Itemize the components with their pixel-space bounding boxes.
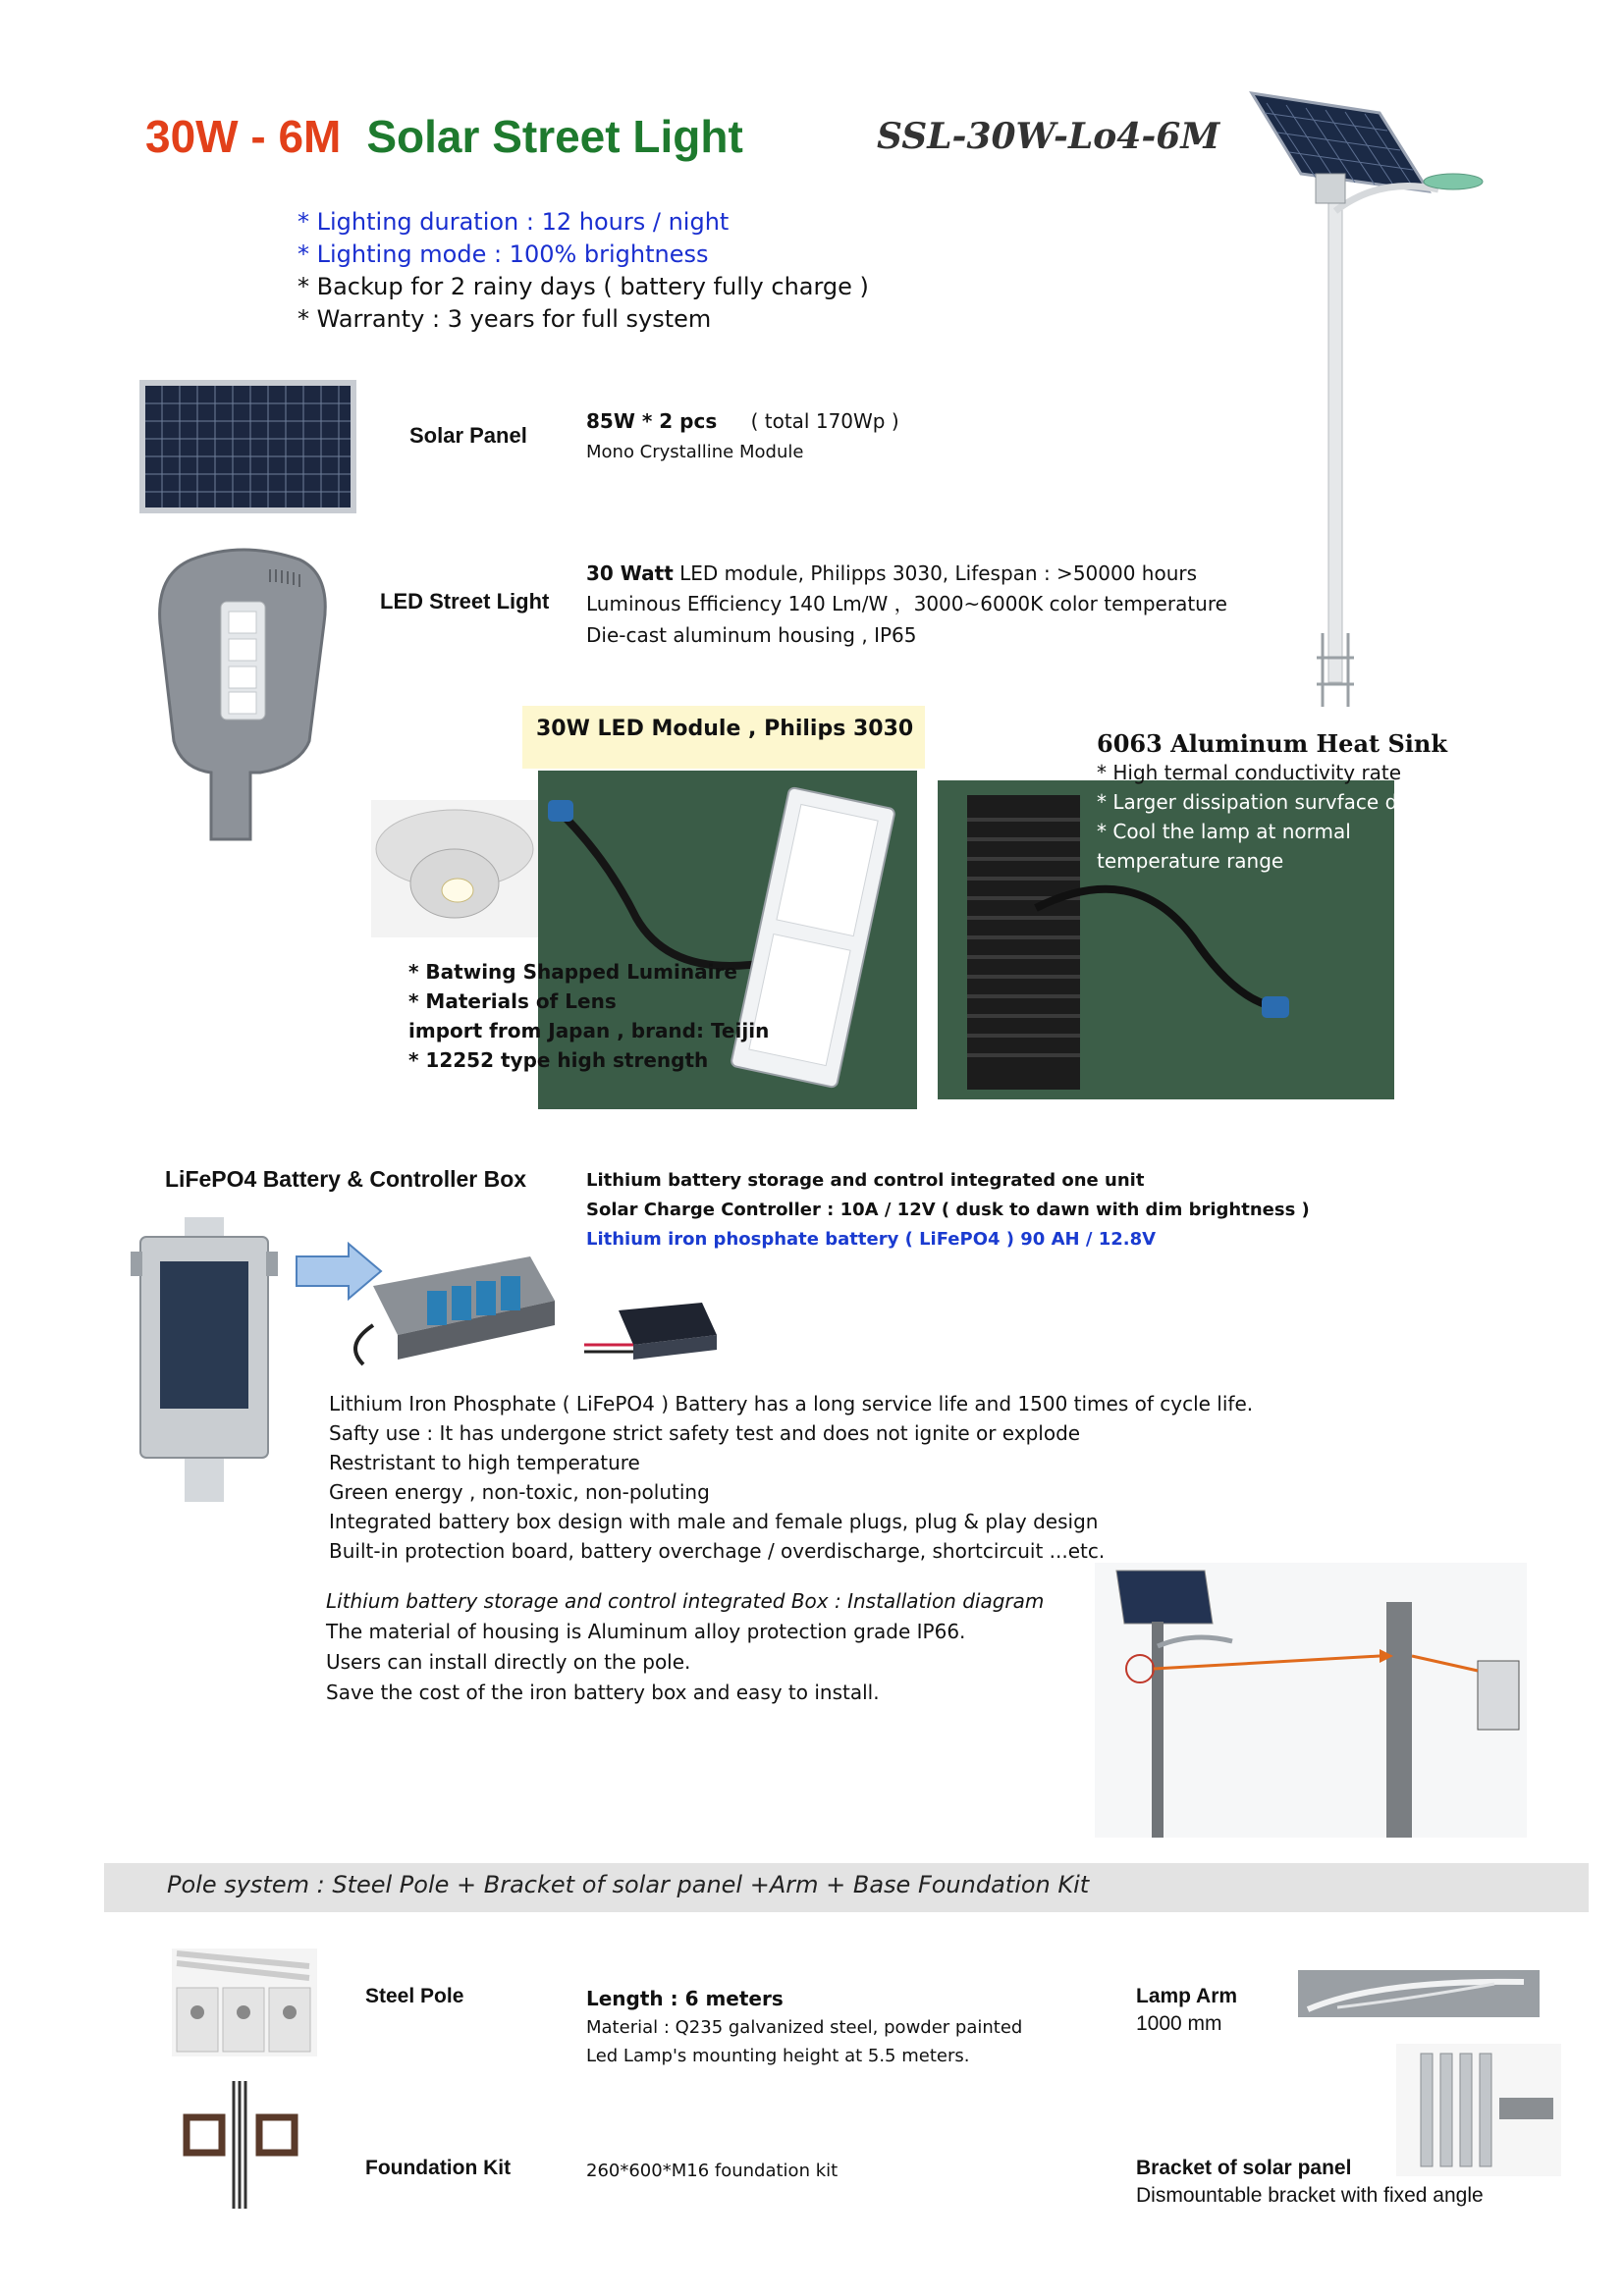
install-note-2: Users can install directly on the pole. (326, 1650, 691, 1674)
solar-panel-total: ( total 170Wp ) (750, 409, 899, 433)
steel-pole-image (172, 1949, 317, 2056)
foundation-kit-spec: 260*600*M16 foundation kit (586, 2161, 839, 2181)
solar-panel-label: Solar Panel (409, 423, 527, 448)
street-light-pole-illustration (1232, 83, 1556, 712)
page-title (145, 110, 743, 163)
solar-bracket-image (1396, 2044, 1561, 2176)
heat-sink-notes (1097, 758, 1450, 876)
module-caption: 30W LED Module , Philips 3030 (536, 717, 914, 741)
battery-line3: Lithium iron phosphate battery ( LiFePO4 ) 90 AH / 12.8V (586, 1229, 1157, 1250)
lens-closeup-image (371, 800, 538, 937)
heat-sink-title: 6063 Aluminum Heat Sink (1097, 729, 1447, 758)
led-watt: 30 Watt (586, 561, 674, 585)
pole-mounting-height: Led Lamp's mounting height at 5.5 meters. (586, 2046, 970, 2066)
feature-list (298, 206, 869, 336)
battery-line1: Lithium battery storage and control integrated one unit (586, 1170, 1145, 1191)
install-title: Lithium battery storage and control integrated Box : Installation diagram (326, 1589, 1045, 1613)
bracket-spec: Dismountable bracket with fixed angle (1136, 2184, 1484, 2207)
battery-detail-5: Integrated battery box design with male and female plugs, plug & play design (329, 1510, 1099, 1533)
lens-notes (408, 957, 769, 1075)
lamp-arm-image (1298, 1970, 1540, 2017)
heat-sink-note-3: * Cool the lamp at normal (1097, 820, 1351, 843)
battery-label: LiFePO4 Battery & Controller Box (165, 1166, 527, 1192)
lens-note-3: import from Japan , brand: Teijin (408, 1019, 770, 1042)
solar-panel-power (586, 406, 899, 437)
lamp-head-shape (1424, 174, 1483, 189)
feature-duration: * Lighting duration : 12 hours / night (298, 208, 730, 236)
feature-mode: * Lighting mode : 100% brightness (298, 240, 709, 268)
led-light-line2: Luminous Efficiency 140 Lm/W ，3000~6000K color temperature (586, 592, 1227, 615)
solar-panel-qty: 85W * 2 pcs (586, 409, 718, 433)
battery-detail-4: Green energy , non-toxic, non-poluting (329, 1480, 710, 1504)
bracket-label: Bracket of solar panel (1136, 2157, 1352, 2179)
led-light-line1 (586, 559, 1197, 589)
lens-note-4: * 12252 type high strength (408, 1048, 709, 1072)
model-number: SSL-30W-Lo4-6M (877, 116, 1220, 157)
install-note-1: The material of housing is Aluminum alloy protection grade IP66. (326, 1620, 966, 1643)
battery-line2: Solar Charge Controller : 10A / 12V ( dusk to dawn with dim brightness ) (586, 1200, 1310, 1220)
heat-sink-note-1: * High termal conductivity rate (1097, 761, 1402, 784)
lamp-arm-label: Lamp Arm (1136, 1985, 1238, 2007)
title-product: Solar Street Light (366, 111, 743, 162)
battery-detail-3: Restristant to high temperature (329, 1451, 640, 1474)
battery-details (329, 1389, 1253, 1566)
battery-detail-6: Built-in protection board, battery overchage / overdischarge, shortcircuit ...etc. (329, 1539, 1106, 1563)
foundation-kit-label: Foundation Kit (365, 2157, 512, 2179)
solar-panel-type: Mono Crystalline Module (586, 442, 804, 462)
pole-shaft (1328, 182, 1342, 682)
led-street-light-image (152, 545, 334, 859)
pole-length: Length : 6 meters (586, 1987, 784, 2010)
heat-sink-note-4: temperature range (1097, 849, 1284, 873)
installation-diagram (1095, 1563, 1527, 1838)
pole-bracket-shape (1316, 174, 1345, 203)
steel-pole-label: Steel Pole (365, 1985, 464, 2007)
battery-detail-1: Lithium Iron Phosphate ( LiFePO4 ) Battery has a long service life and 1500 times of cycle life. (329, 1392, 1254, 1415)
pole-material: Material : Q235 galvanized steel, powder painted (586, 2017, 1023, 2038)
lens-note-2: * Materials of Lens (408, 989, 617, 1013)
title-power: 30W - 6M (145, 111, 342, 162)
battery-box-image (126, 1217, 288, 1502)
battery-detail-2: Safty use : It has undergone strict safety test and does not ignite or explode (329, 1421, 1081, 1445)
feature-backup: * Backup for 2 rainy days ( battery fully charge ) (298, 273, 869, 300)
heat-sink-note-2: * Larger dissipation survface design (1097, 790, 1450, 814)
led-module-desc: LED module, Philipps 3030, Lifespan : >50000 hours (673, 561, 1198, 585)
led-light-label: LED Street Light (380, 589, 550, 614)
install-note-3: Save the cost of the iron battery box and easy to install. (326, 1681, 880, 1704)
install-notes (326, 1617, 965, 1708)
lens-note-1: * Batwing Shapped Luminaire (408, 960, 737, 984)
battery-open-image (334, 1247, 569, 1369)
feature-warranty: * Warranty : 3 years for full system (298, 305, 712, 333)
foundation-kit-image (169, 2076, 306, 2214)
solar-panel-image (137, 378, 358, 515)
led-light-line3: Die-cast aluminum housing , IP65 (586, 623, 917, 647)
lamp-arm-shape (1335, 186, 1438, 211)
lamp-arm-length: 1000 mm (1136, 2012, 1222, 2035)
charge-controller-image (584, 1301, 722, 1369)
pole-system-title: Pole system : Steel Pole + Bracket of solar panel +Arm + Base Foundation Kit (167, 1871, 1090, 1898)
